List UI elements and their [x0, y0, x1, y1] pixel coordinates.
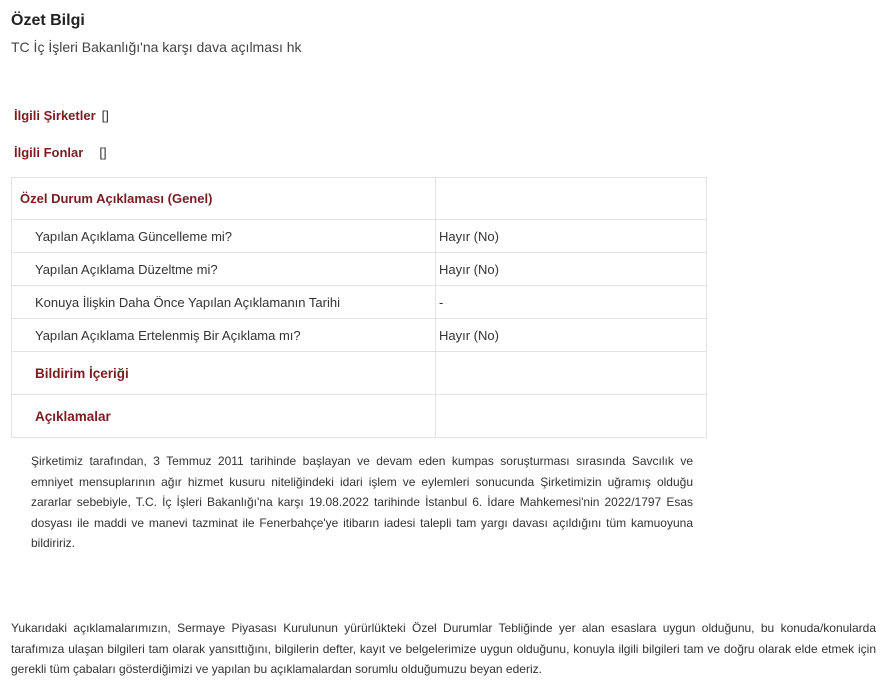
question-cell: Yapılan Açıklama Güncelleme mi? [12, 220, 436, 253]
explanation-text: Şirketimiz tarafından, 3 Temmuz 2011 tarihinde başlayan ve devam eden kumpas soruşturması sırasında Savcılık ve emniyet mensuplarının ağır hizmet kusuru niteliğindeki idari işlem ve eylemleri sonucunda Şirketimizin uğramış olduğu zararlar sebebiyle, T.C. İç İşleri Bakanlığı'na karşı 19.08.2022 tarihinde İstanbul 6. İdare Mahkemesi'nin 2022/1797 Esas dosyası ile maddi ve manevi tazminat ile Fenerbahçe'ye itibarın iadesi talepli tam yargı davası açıldığını tüm kamuoyuna bildiririz. [31, 454, 693, 550]
related-companies [14, 108, 109, 123]
related-funds-value: [] [99, 145, 107, 160]
table-row [12, 319, 707, 352]
table-header: Özel Durum Açıklaması (Genel) [12, 178, 436, 220]
table-row [12, 253, 707, 286]
section-row [12, 352, 707, 395]
related-companies-value: [] [101, 108, 109, 123]
question-cell: Konuya İlişkin Daha Önce Yapılan Açıklamanın Tarihi [12, 286, 436, 319]
table-header-row [12, 178, 707, 220]
answer-cell: Hayır (No) [436, 220, 707, 253]
question-cell: Yapılan Açıklama Ertelenmiş Bir Açıklama mı? [12, 319, 436, 352]
section-row [12, 395, 707, 438]
question-cell: Yapılan Açıklama Düzeltme mi? [12, 253, 436, 286]
summary-subtitle: TC İç İşleri Bakanlığı'na karşı dava açılması hk [11, 39, 302, 55]
related-companies-label: İlgili Şirketler [14, 108, 96, 123]
related-funds-label: İlgili Fonlar [14, 145, 84, 160]
summary-title: Özet Bilgi [11, 12, 85, 29]
table-header-empty [436, 178, 707, 220]
answer-cell: - [436, 286, 707, 319]
table-row [12, 220, 707, 253]
section-empty-cell [436, 395, 707, 438]
section-explanations: Açıklamalar [12, 395, 436, 438]
section-empty-cell [436, 352, 707, 395]
legal-declaration: Yukarıdaki açıklamalarımızın, Sermaye Piyasası Kurulunun yürürlükteki Özel Durumlar Tebliğinde yer alan esaslara uygun olduğunu, bu konuda/konularda tarafımıza ulaşan bilgileri tam olarak yansıttığını, bilgilerin defter, kayıt ve belgelerimize uygun olduğunu, konuyla ilgili bilgileri tam ve doğru olarak elde etmek için gerekli tüm çabaları gösterdiğimizi ve yapılan bu açıklamalardan sorumlu olduğumuzu beyan ederiz. [11, 621, 876, 676]
answer-cell: Hayır (No) [436, 319, 707, 352]
related-funds [14, 145, 107, 160]
answer-cell: Hayır (No) [436, 253, 707, 286]
disclosure-table [11, 177, 707, 438]
table-row [12, 286, 707, 319]
section-notification-content: Bildirim İçeriği [12, 352, 436, 395]
